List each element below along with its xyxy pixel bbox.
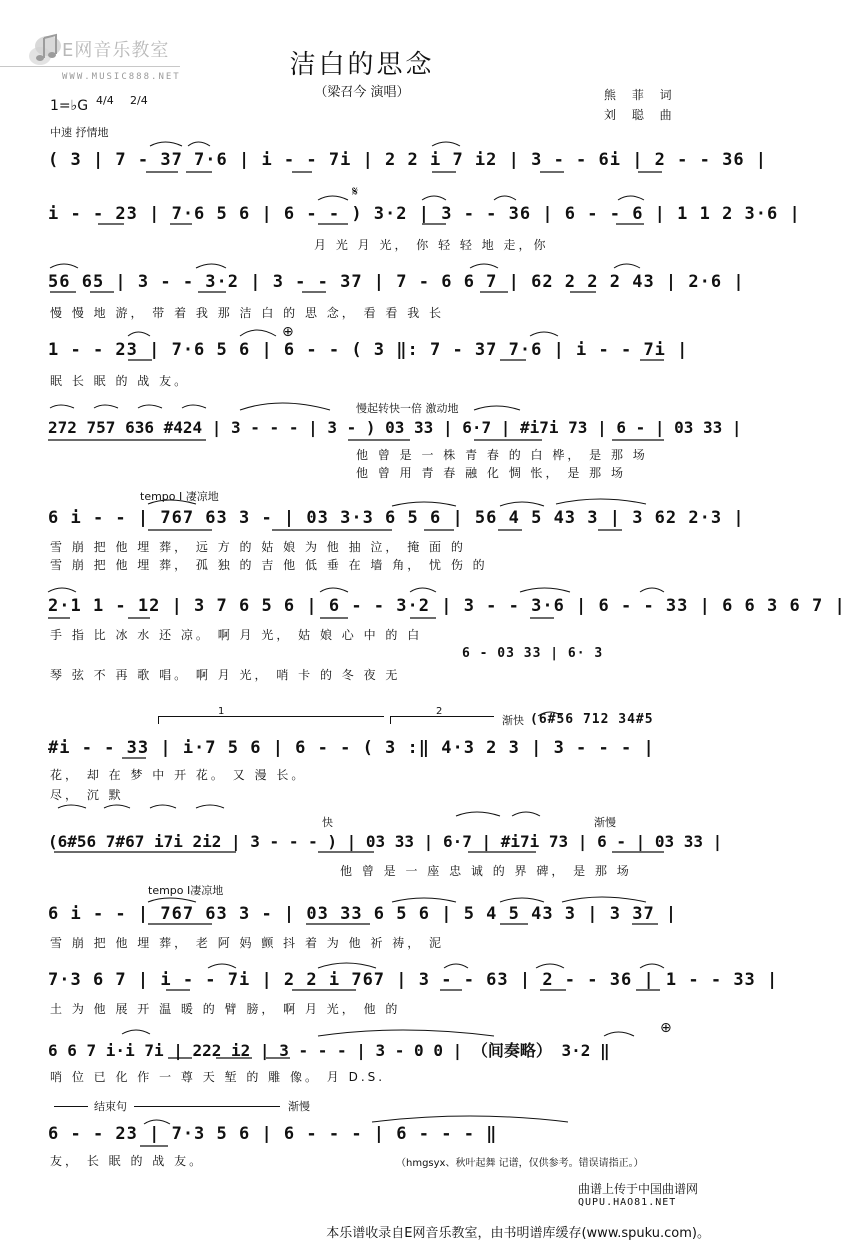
notation-line: ( 3 | 7 - 37 7·6 | i - - 7i | 2 2 i 7 i2 | 3 - - 6i | 2 - - 36 | (48, 150, 768, 170)
tempo-marking: 中速 抒情地 (50, 126, 109, 139)
key-signature (50, 94, 148, 114)
notation-line: (6#56 7#67 i7i 2i2 | 3 - - - ) | 03 33 | 6·7 | #i7i 73 | 6 - | 03 33 | (48, 832, 723, 851)
lyric-line-2: 尽， 沉 默 (50, 788, 124, 802)
notation-line: 6 - - 23 | 7·3 5 6 | 6 - - - | 6 - - - ‖ (48, 1124, 498, 1144)
coda-rule-left (54, 1106, 88, 1107)
coda-icon: ⊕ (282, 324, 294, 340)
coda-rule-right (134, 1106, 280, 1107)
lyric-line: 花， 却 在 梦 中 开 花。 又 漫 长。 (50, 768, 307, 782)
transition-marking: 慢起转快一倍 激动地 (356, 402, 459, 415)
lyric-line: 土 为 他 展 开 温 暖 的 臂 膀， 啊 月 光， 他 的 (50, 1002, 401, 1016)
lyric-line: 月 光 月 光， 你 轻 轻 地 走，你 (314, 238, 549, 252)
transcription-credit: （hmgsyx、秋叶起舞 记谱，仅供参考。错误请指正。） (396, 1158, 644, 1169)
notation-line: 6 i - - | 767 63 3 - | 03 33 6 5 6 | 5 4 5 43 3 | 3 37 | (48, 904, 678, 924)
lyric-line: 雪 崩 把 他 埋 葬， 远 方 的 姑 娘 为 他 抽 泣， 掩 面 的 (50, 540, 466, 554)
notation-line: 1 - - 23 | 7·6 5 6 | 6 - - ( 3 ‖: 7 - 37 7·6 | i - - 7i | (48, 340, 689, 360)
lyric-line-2: 他 曾 用 青 春 融 化 惆 怅， 是 那 场 (356, 466, 626, 480)
upload-url: QUPU.HAO81.NET (577, 1197, 677, 1208)
music-row-5 (48, 418, 742, 440)
lyric-line: 哨 位 已 化 作 一 尊 天 堑 的 雕 像。 月 D.S. (50, 1070, 386, 1084)
composer-credit: 刘 聪 曲 (604, 108, 678, 122)
notation-line: 2·1 1 - 12 | 3 7 6 5 6 | 6 - - 3·2 | 3 - - 3·6 | 6 - - 33 | 6 6 3 6 7 | (48, 596, 846, 616)
notation-line: #i - - 33 | i·7 5 6 | 6 - - ( 3 :‖ 4·3 2 3 | 3 - - - | (48, 738, 655, 758)
source-footer: 本乐谱收录自E网音乐教室，由书明谱库缓存(www.spuku.com)。 (326, 1226, 710, 1241)
lyric-line-2: 雪 崩 把 他 埋 葬， 孤 独 的 吉 他 低 垂 在 墙 角， 忧 伤 的 (50, 558, 488, 572)
notation-line: 56 65 | 3 - - 3·2 | 3 - - 37 | 7 - 6 6 7 | 62 2 2 2 43 | 2·6 | (48, 272, 745, 292)
lyric-line: 他 曾 是 一 株 青 春 的 白 桦， 是 那 场 (356, 448, 648, 462)
accelerando-marking: 渐快 (502, 714, 524, 727)
music-row-11 (48, 970, 779, 992)
music-row-9 (48, 832, 723, 854)
coda-section-label: 结束句 (94, 1100, 127, 1113)
music-row-1 (48, 150, 768, 172)
song-performer: （梁召今 演唱） (314, 85, 410, 100)
music-row-3 (48, 272, 745, 294)
upload-text: 曲谱上传于中国曲谱网 (577, 1182, 698, 1196)
music-row-7 (48, 596, 846, 618)
notation-line: 272 757 636 #424 | 3 - - - | 3 - ) 03 33 | 6·7 | #i7i 73 | 6 - | 03 33 | (48, 418, 742, 437)
volta-2-label: 2 (436, 706, 443, 717)
lyric-line: 友， 长 眠 的 战 友。 (50, 1154, 205, 1168)
lyric-line-2: 琴 弦 不 再 歌 唱。 啊 月 光， 哨 卡 的 冬 夜 无 (50, 668, 401, 682)
notation-line: 6 6 7 i·i 7i | 222 i2 | 3 - - - | 3 - 0 0 | （间奏略） 3·2 ‖ (48, 1041, 610, 1060)
logo-url: WWW.MUSIC888.NET (62, 72, 181, 82)
bridge-notation: (6#56 712 34#5 (530, 712, 654, 727)
notation-line: i - - 23 | 7·6 5 6 | 6 - - ) 3·2 | 3 - - 36 | 6 - - 6 | 1 1 2 3·6 | (48, 204, 801, 224)
volta-1-tick (158, 716, 159, 724)
volta-1-label: 1 (218, 706, 225, 717)
tempo-marking-1: tempo Ⅰ 凄凉地 (140, 490, 219, 503)
lyric-line: 手 指 比 冰 水 还 凉。 啊 月 光， 姑 娘 心 中 的 白 (50, 628, 423, 642)
song-title: 洁白的思念 (289, 50, 435, 80)
notation-line: 6 i - - | 767 63 3 - | 03 3·3 6 5 6 | 56 4 5 43 3 | 3 62 2·3 | (48, 508, 745, 528)
music-row-8 (48, 738, 676, 760)
tempo-marking-2: tempo Ⅰ凄凉地 (148, 884, 224, 897)
upload-notice (578, 1180, 698, 1208)
lyric-line: 慢 慢 地 游， 带 着 我 那 洁 白 的 思 念， 看 看 我 长 (50, 306, 445, 320)
lyricist-credit: 熊 菲 词 (604, 88, 678, 102)
fast-marking: 快 (322, 816, 333, 829)
music-row-12 (48, 1038, 676, 1060)
time-signature-2: 2/4 (130, 94, 148, 107)
segno-icon: 𝄋 (352, 184, 359, 200)
ritardando-marking: 渐慢 (594, 816, 616, 829)
lyric-line: 雪 崩 把 他 埋 葬， 老 阿 妈 颤 抖 着 为 他 祈 祷， 泥 (50, 936, 445, 950)
volta-1-bracket (158, 716, 384, 717)
volta-2-tick (390, 716, 391, 724)
key-label: 1=♭G (50, 98, 89, 114)
lyric-line: 眠 长 眠 的 战 友。 (50, 374, 190, 388)
logo-text: E网音乐教室 (62, 40, 170, 61)
music-row-13 (48, 1124, 676, 1146)
music-row-4 (48, 340, 689, 362)
final-ritardando: 渐慢 (288, 1100, 310, 1113)
notation-line: 7·3 6 7 | i - - 7i | 2 2 i 767 | 3 - - 63 | 2 - - 36 | 1 - - 33 | (48, 970, 779, 990)
alternate-notation: 6 - 03 33 | 6· 3 (462, 646, 604, 661)
music-row-10 (48, 904, 676, 926)
lyric-line: 他 曾 是 一 座 忠 诚 的 界 碑， 是 那 场 (340, 864, 632, 878)
music-row-6 (48, 508, 745, 530)
music-row-2 (48, 204, 801, 226)
time-signature-1: 4/4 (96, 94, 114, 107)
coda-icon-2: ⊕ (660, 1020, 672, 1036)
